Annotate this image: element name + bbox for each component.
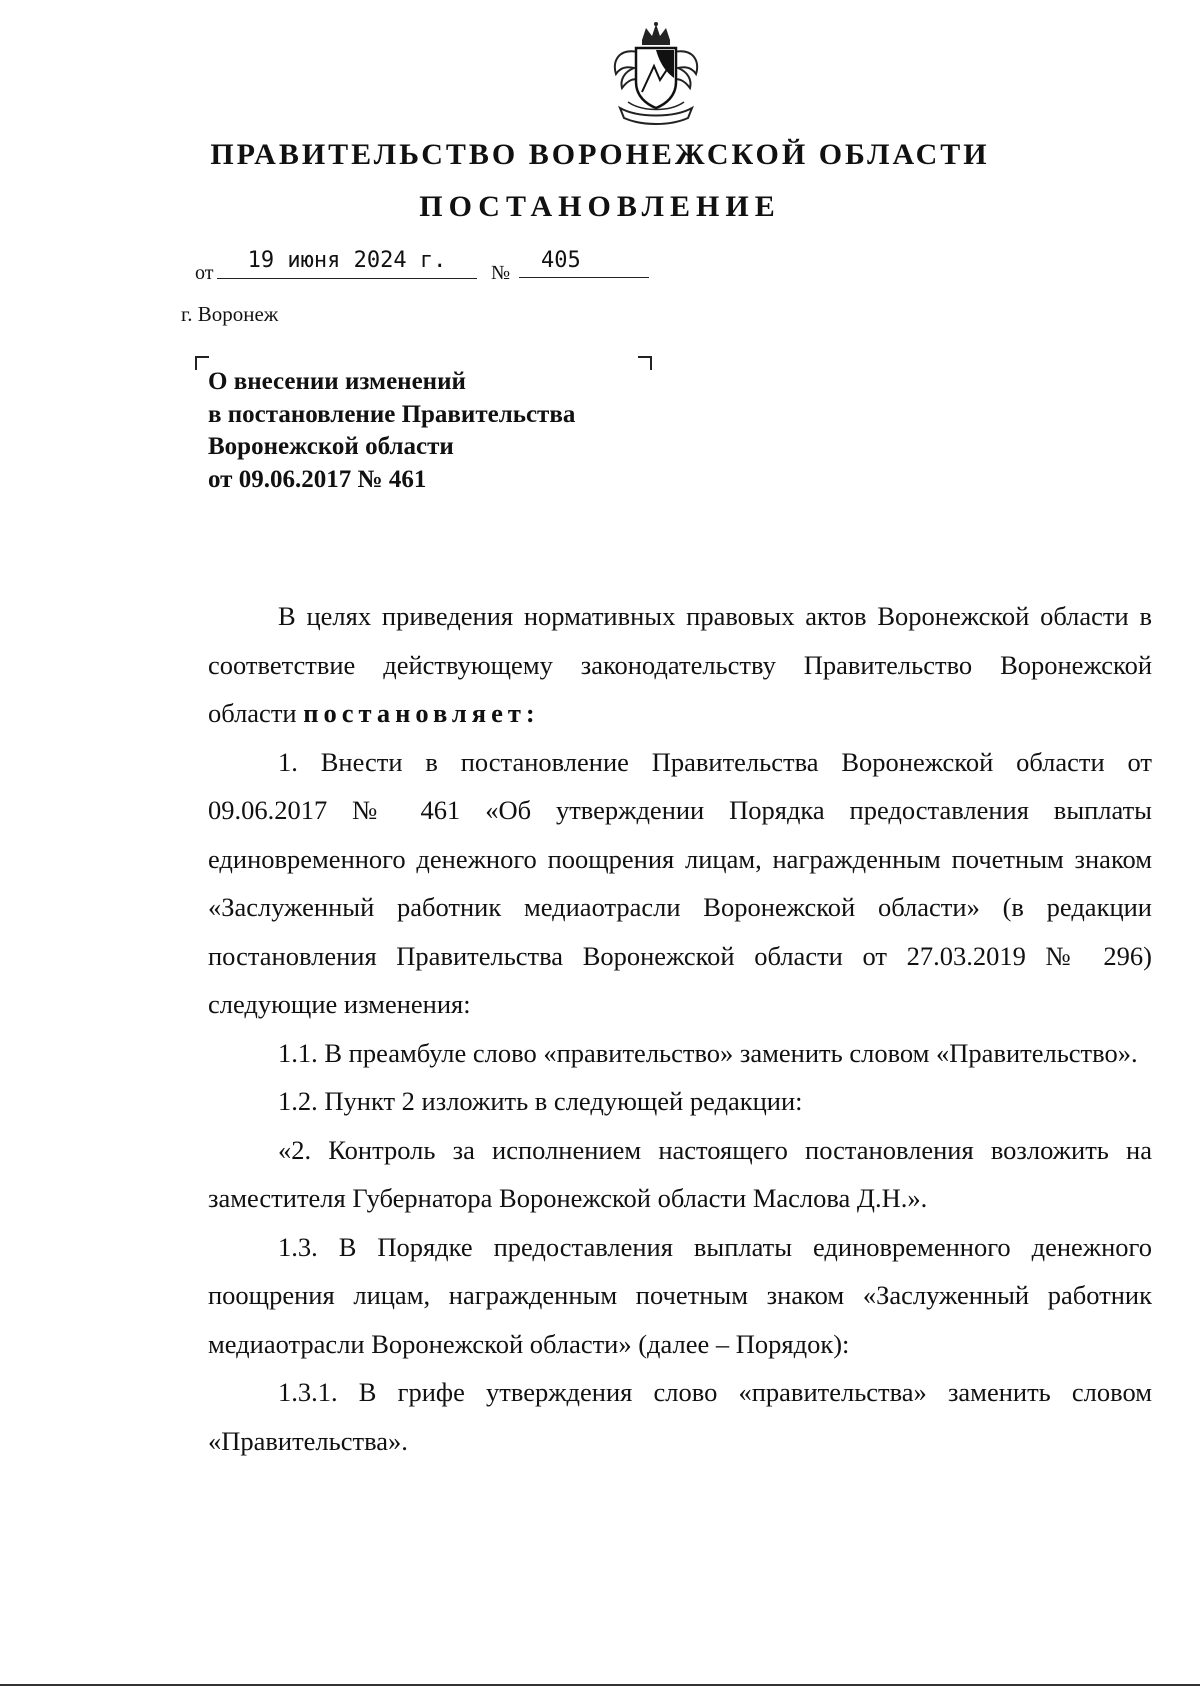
intro-paragraph xyxy=(208,592,1152,738)
document-type-heading: ПОСТАНОВЛЕНИЕ xyxy=(419,190,781,223)
body-paragraph: 1.2. Пункт 2 изложить в следующей редакции: xyxy=(278,1086,803,1116)
body-paragraph: 1.3. В Порядке предоставления выплаты единовременного денежного поощрения лицам, награжденным почетным знаком «Заслуженный работник медиаотрасли Воронежской области» (далее – Порядок): xyxy=(208,1231,1152,1359)
subject-line: в постановление Правительства xyxy=(208,400,576,428)
document-body xyxy=(208,592,1152,1465)
date-number-line xyxy=(195,248,665,288)
government-title: ПРАВИТЕЛЬСТВО ВОРОНЕЖСКОЙ ОБЛАСТИ xyxy=(210,138,990,171)
number-label: № xyxy=(491,262,511,284)
resolves-word: постановляет: xyxy=(303,698,540,728)
city-label: г. Воронеж xyxy=(181,302,279,326)
body-paragraph: «2. Контроль за исполнением настоящего постановления возложить на заместителя Губернатора Воронежской области Маслова Д.Н.». xyxy=(208,1134,1152,1213)
subject-line: от 09.06.2017 № 461 xyxy=(208,465,427,493)
intro-text: В целях приведения нормативных правовых актов Воронежской области в соответствие действующему законодательству Правительство Воронежской области xyxy=(208,601,1152,728)
page-bottom-rule xyxy=(0,1684,1200,1686)
document-date: 19 июня 2024 г. xyxy=(217,248,477,279)
subject-corner-right xyxy=(638,356,652,370)
document-subject xyxy=(208,366,575,496)
body-paragraph: 1. Внести в постановление Правительства Воронежской области от 09.06.2017 № 461 «Об утверждении Порядка предоставления выплаты единовременного денежного поощрения лицам, награжденным почетным знаком «Заслуженный работник медиаотрасли Воронежской области» (в редакции постановления Правительства Воронежской области от 27.03.2019 № 296) следующие изменения: xyxy=(208,746,1152,1019)
subject-line: О внесении изменений xyxy=(208,368,466,395)
date-label: от xyxy=(195,262,214,284)
document-number: 405 xyxy=(519,248,649,278)
coat-of-arms-emblem xyxy=(608,22,704,126)
body-paragraph: 1.1. В преамбуле слово «правительство» заменить словом «Правительство». xyxy=(278,1037,1138,1068)
subject-corner-left xyxy=(195,356,209,370)
subject-line: Воронежской области xyxy=(208,433,454,460)
body-paragraph: 1.3.1. В грифе утверждения слово «правительства» заменить словом «Правительства». xyxy=(208,1377,1152,1456)
